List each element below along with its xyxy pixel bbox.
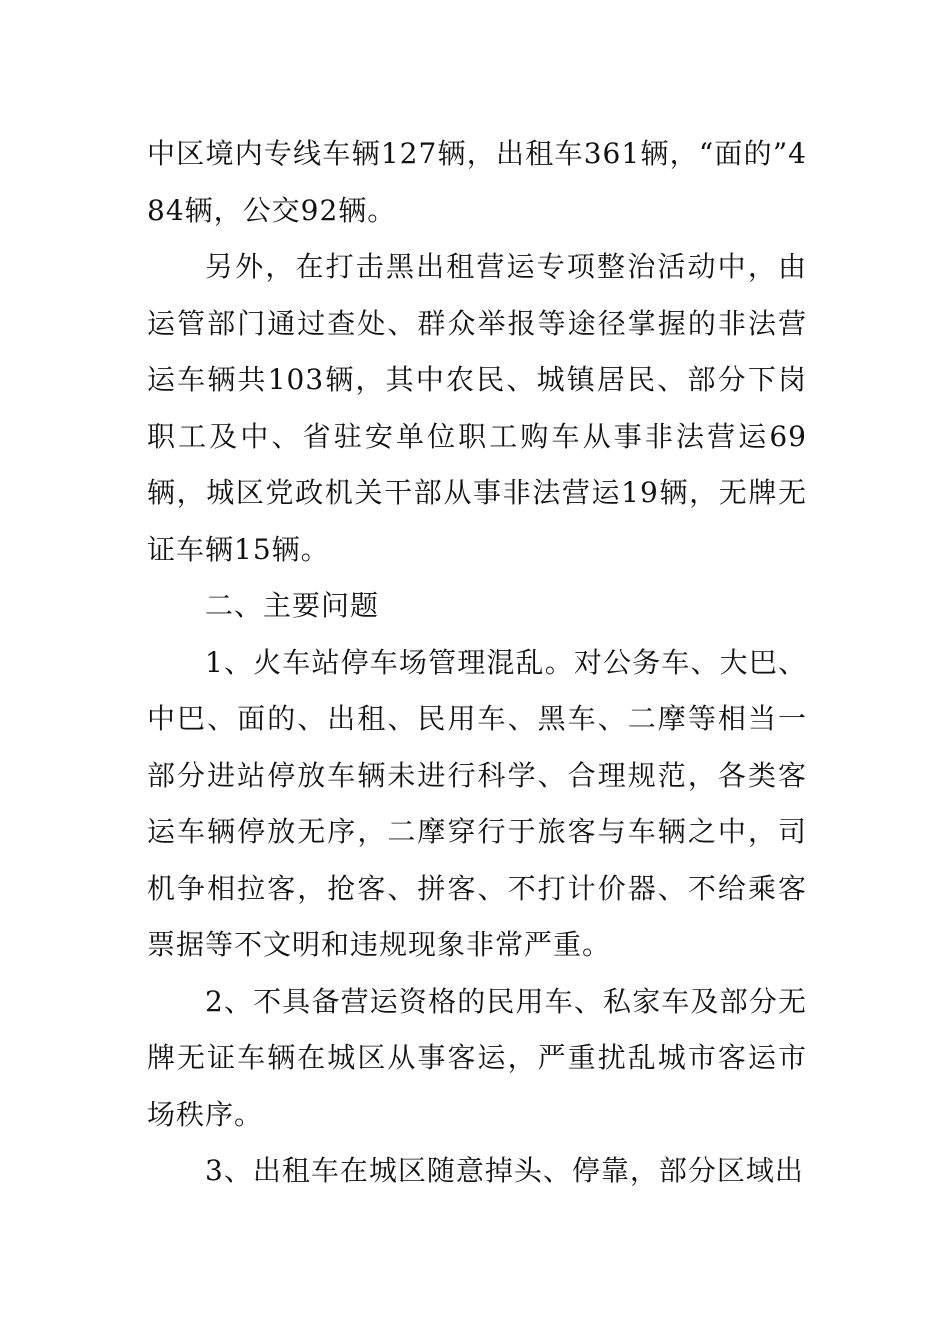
paragraph-problem-2: 2、不具备营运资格的民用车、私家车及部分无牌无证车辆在城区从事客运，严重扰乱城市客运市场秩序。 <box>147 984 807 1131</box>
paragraph-vehicle-counts: 中区境内专线车辆127辆，出租车361辆，“面的”484辆，公交92辆。 <box>147 137 807 227</box>
document-body <box>147 126 807 1200</box>
paragraph-problem-1: 1、火车站停车场管理混乱。对公务车、大巴、中巴、面的、出租、民用车、黑车、二摩等相当一部分进站停放车辆未进行科学、合理规范，各类客运车辆停放无序，二摩穿行于旅客与车辆之中，司机争相拉客，抢客、拼客、不打计价器、不给乘客票据等不文明和违规现象非常严重。 <box>147 645 807 961</box>
paragraph-problem-3: 3、出租车在城区随意掉头、停靠，部分区域出 <box>205 1154 804 1187</box>
paragraph-illegal-operation: 另外，在打击黑出租营运专项整治活动中，由运管部门通过查处、群众举报等途径掌握的非法营运车辆共103辆，其中农民、城镇居民、部分下岗职工及中、省驻安单位职工购车从事非法营运69辆，城区党政机关干部从事非法营运19辆，无牌无证车辆15辆。 <box>147 250 807 566</box>
section-heading-main-problems: 二、主要问题 <box>205 589 380 622</box>
